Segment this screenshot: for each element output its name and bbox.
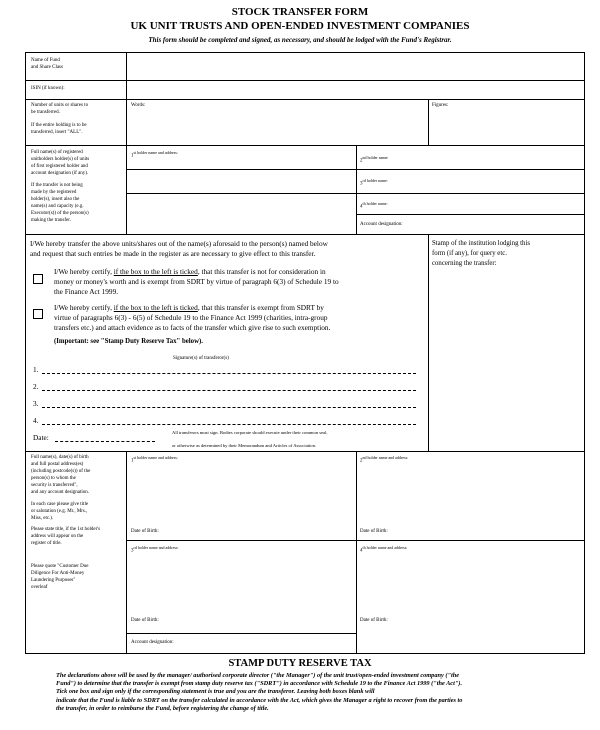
certify-2-line: I/We hereby certify, if the box to the left is ticked, that this transfer is exempt from SDRT by xyxy=(54,303,324,312)
isin-input[interactable] xyxy=(127,82,583,98)
transferee-fourth-holder-input[interactable] xyxy=(358,553,583,615)
transferor-first-holder-input[interactable] xyxy=(127,158,354,232)
signature-number: 3. xyxy=(33,399,39,408)
aml-note-line: overleaf xyxy=(31,585,48,590)
form-instruction: This form should be completed and signed, as necessary, and should be lodged with the Fund's Registrar. xyxy=(148,36,452,44)
transferee-third-holder-label: $3^{rd holder name and address:}$ xyxy=(131,545,179,554)
institution-stamp-area[interactable] xyxy=(430,272,583,448)
divider xyxy=(428,99,429,145)
share-class-label: and Share Class xyxy=(31,65,63,70)
sdrt-line: The declarations above will be used by the manager/ authorised corporate director ("the Manager") of the unit trust/open-ended investment company ("the xyxy=(56,672,459,679)
divider xyxy=(356,214,585,215)
divider xyxy=(126,451,127,654)
units-label-line: If the entire holding is to be xyxy=(31,123,87,128)
transferor-label-line: holder(s), insert also the xyxy=(31,197,80,202)
transferor-label-line: name(s) and capacity (e.g. xyxy=(31,204,84,209)
transferor-second-holder-label: $2^{nd holder name:}$ xyxy=(360,155,389,164)
certify-1-line: the Finance Act 1999. xyxy=(54,287,119,296)
transferee-label-line: and any account designation. xyxy=(31,490,90,495)
certify-2-line: transfers etc.) and attach evidence as to facts of the transfer which give rise to such exemption. xyxy=(54,323,331,332)
transferee-label-line: or salutation (e.g. Mr., Mrs., xyxy=(31,509,88,514)
stamp-label-line: concerning the transfer: xyxy=(432,260,497,267)
transferee-label-line: In each case please give title xyxy=(31,502,89,507)
stamp-label-line: form (if any), for query etc. xyxy=(432,250,507,257)
date-input[interactable] xyxy=(55,441,155,442)
signature-line-1[interactable] xyxy=(42,373,416,374)
divider xyxy=(25,80,585,81)
aml-note-line: Diligence For Anti-Money xyxy=(31,571,85,576)
signature-label: Signature(s) of transferor(s) xyxy=(173,356,229,361)
transferee-label-line: Full name(s), date(s) of birth xyxy=(31,455,89,460)
figures-input[interactable] xyxy=(460,101,583,143)
fund-name-input[interactable] xyxy=(127,55,583,79)
transferee-first-dob-label: Date of Birth: xyxy=(131,529,159,534)
words-input[interactable] xyxy=(160,101,426,143)
sdrt-line: Tick one box and sign only if the corresponding statement is true and you are the transferor. Leaving both boxes blank will xyxy=(56,688,375,696)
sdrt-title: STAMP DUTY RESERVE TAX xyxy=(228,658,372,669)
divider xyxy=(25,99,585,100)
stamp-label-line: Stamp of the institution lodging this xyxy=(432,240,530,247)
certify-2-line: virtue of paragraphs 6(3) - 6(5) of Schedule 19 to the Finance Act 1999 (charities, intra-group xyxy=(54,313,328,322)
divider xyxy=(126,633,356,634)
transferor-fourth-holder-label: $4^{th holder name:}$ xyxy=(360,201,388,210)
signature-line-2[interactable] xyxy=(42,390,416,391)
transferee-label-line: and full postal address(es) xyxy=(31,462,84,467)
form-title: STOCK TRANSFER FORM xyxy=(231,6,369,18)
signature-line-4[interactable] xyxy=(42,424,416,425)
transferor-label-line: account designation (if any). xyxy=(31,171,89,176)
transferee-third-dob-label: Date of Birth: xyxy=(131,618,159,623)
transferor-label-line: unitholders holder(s) of units xyxy=(31,157,90,162)
divider xyxy=(356,451,357,654)
transferee-label-line: Please state title, if the 1st holder's xyxy=(31,527,101,532)
transferor-first-holder-label: $1^{st holder name and address:}$ xyxy=(131,150,178,159)
transferee-account-designation-input[interactable] xyxy=(180,636,354,651)
transferee-label-line: address will appear on the xyxy=(31,534,84,539)
certify-1-line: I/We hereby certify, if the box to the left is ticked, that this transfer is not for consideration in xyxy=(54,267,326,276)
isin-label: ISIN (if known): xyxy=(31,86,65,91)
transferee-fourth-holder-label: $4^{th holder name and address:}$ xyxy=(360,545,408,554)
transferor-label-line: Full name(s) of registered xyxy=(31,150,83,155)
signing-note: or otherwise as determined by their Memorandum and Articles of Association. xyxy=(172,443,317,448)
transferee-first-holder-label: $1^{st holder name and address:}$ xyxy=(131,455,178,464)
certify-1-line: money or money's worth and is exempt from SDRT by virtue of paragraph 6(3) of Schedule 19 to xyxy=(54,277,339,286)
signature-number: 4. xyxy=(33,416,39,425)
figures-label: Figures: xyxy=(432,103,449,108)
sdrt-line: the transfer, in order to reimburse the Fund, before registering the change of title. xyxy=(56,704,269,712)
transferee-label-line: (including postcode(s)) of the xyxy=(31,469,91,474)
form-subtitle: UK UNIT TRUSTS AND OPEN-ENDED INVESTMENT COMPANIES xyxy=(130,20,470,32)
transferee-second-holder-input[interactable] xyxy=(358,463,583,525)
fund-name-label: Name of Fund xyxy=(31,58,60,63)
sdrt-paragraph xyxy=(56,672,586,713)
signature-number: 1. xyxy=(33,365,39,374)
transferee-label-line: Miss, etc.). xyxy=(31,516,54,521)
transferor-label-line: of first registered holder and xyxy=(31,164,88,169)
units-label-line: transferred, insert "ALL". xyxy=(31,130,83,135)
divider xyxy=(25,145,585,146)
divider xyxy=(428,234,429,451)
transferee-label-line: register of title. xyxy=(31,541,62,546)
signing-note: All transferors must sign. Bodies corporate should execute under their common seal, xyxy=(172,430,328,435)
transferee-label-line: security is transferred", xyxy=(31,483,78,488)
aml-note-line: Please quote "Customer Due xyxy=(31,564,89,569)
transferee-first-holder-input[interactable] xyxy=(128,463,354,525)
transferor-label-line: made by the registered xyxy=(31,190,77,195)
date-label: Date: xyxy=(33,433,49,442)
divider xyxy=(25,451,585,452)
certify-exempt-checkbox[interactable] xyxy=(33,309,43,319)
declaration-line: and request that such entries be made in the register as are necessary to give effect to this transfer. xyxy=(30,249,316,258)
transferee-fourth-dob-label: Date of Birth: xyxy=(360,618,388,623)
transferee-second-dob-label: Date of Birth: xyxy=(360,529,388,534)
transferor-label-line: If the transfer is not being xyxy=(31,183,83,188)
words-label: Words: xyxy=(131,103,146,108)
divider xyxy=(356,145,357,234)
units-label-line: Number of units or shares to xyxy=(31,103,89,108)
transferee-third-holder-input[interactable] xyxy=(128,553,354,615)
transferor-label-line: Executor(s)) of the person(s) xyxy=(31,211,89,216)
sdrt-line: indicate that the Fund is liable to SDRT on the transfer calculated in accordance with the Act, which gives the Manager a right to recover from the parties to xyxy=(56,696,463,704)
important-note: (Important: see "Stamp Duty Reserve Tax" below). xyxy=(54,338,203,345)
transferor-third-holder-label: $3^{rd holder name:}$ xyxy=(360,178,388,187)
sdrt-line: Fund") to determine that the transfer is exempt from stamp duty reserve tax ("SDRT") in accordance with Schedule 19 to the Finance Act 1999 ("the Act"). xyxy=(56,680,463,688)
aml-note-line: Laundering Purposes" xyxy=(31,578,76,583)
transferee-label-line: person(s) to whom the xyxy=(31,476,76,481)
signature-number: 2. xyxy=(33,382,39,391)
declaration-line: I/We hereby transfer the above units/shares out of the name(s) aforesaid to the person(s) named below xyxy=(30,239,328,248)
transferor-account-designation-label: Account designation: xyxy=(360,222,403,227)
divider xyxy=(25,234,585,235)
certify-not-for-consideration-checkbox[interactable] xyxy=(33,274,43,284)
transferee-second-holder-label: $2^{nd holder name and address:}$ xyxy=(360,455,409,464)
units-label-line: be transferred. xyxy=(31,110,60,115)
transferee-account-designation-label: Account designation: xyxy=(131,640,174,645)
transferor-label-line: making the transfer. xyxy=(31,218,71,223)
signature-line-3[interactable] xyxy=(42,407,416,408)
